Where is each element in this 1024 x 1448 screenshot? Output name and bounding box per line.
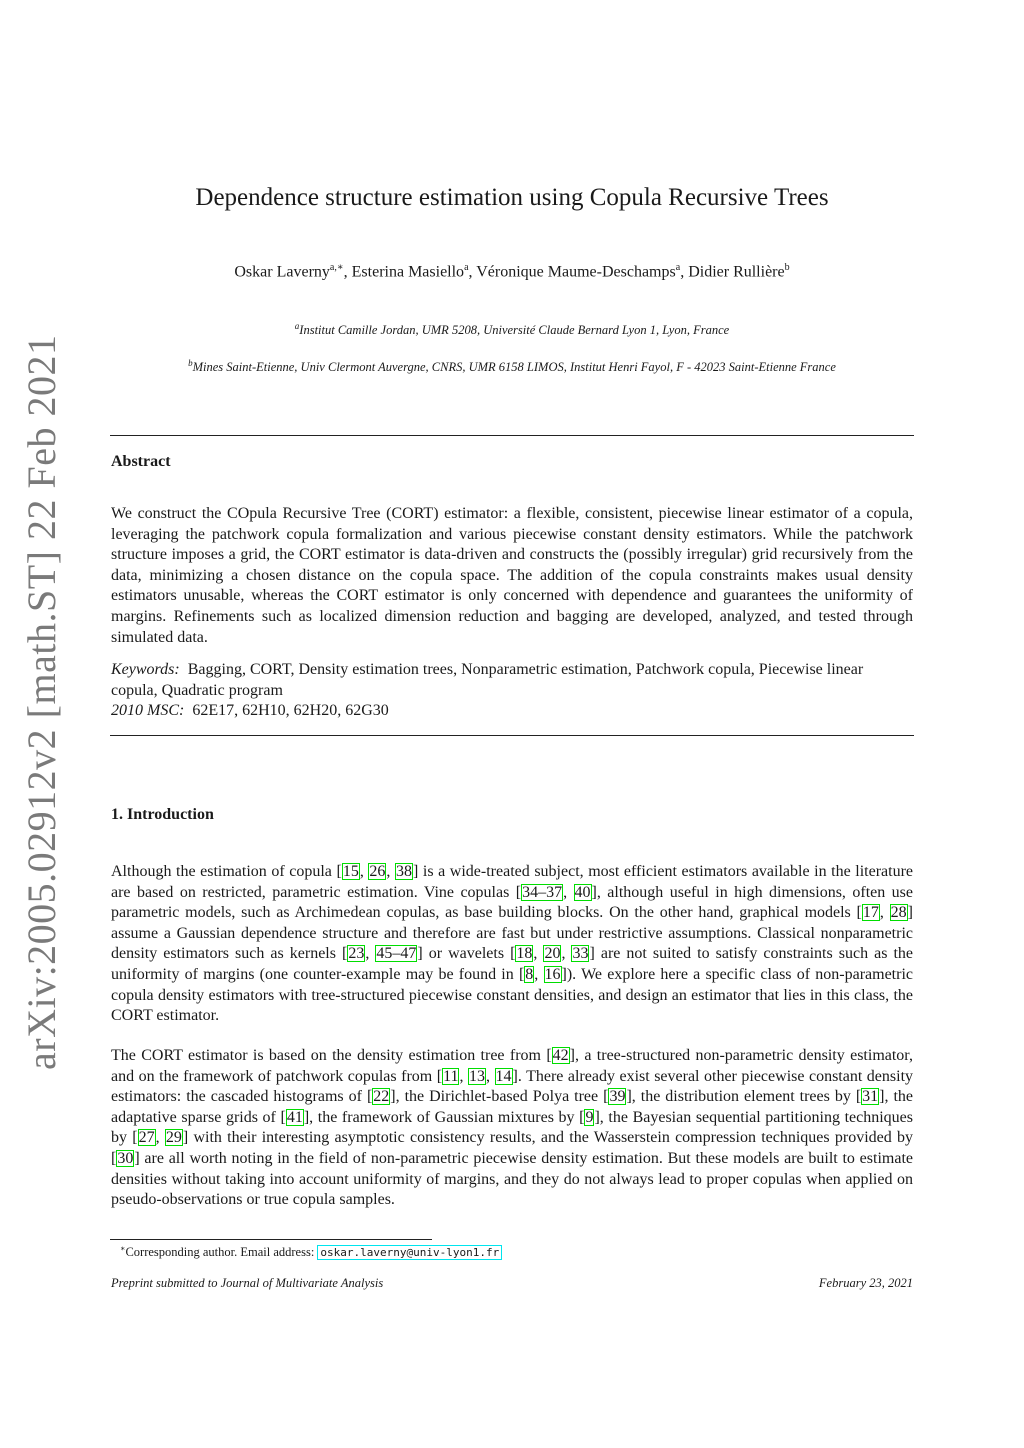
author-name: Oskar Laverny [234, 263, 330, 281]
section-heading-introduction: 1. Introduction [111, 806, 214, 823]
citation-link[interactable]: 38 [395, 863, 412, 880]
paragraph-text: ], the framework of Gaussian mixtures by [ [303, 1108, 585, 1126]
author-name: Esterina Masiello [351, 263, 465, 281]
citation-link[interactable]: 39 [609, 1088, 626, 1106]
paragraph-text: , [365, 945, 376, 963]
citation-link[interactable]: 18 [516, 945, 533, 963]
keywords-label: Keywords: [111, 661, 180, 678]
email-link[interactable]: oskar.laverny@univ-lyon1.fr [317, 1245, 502, 1260]
abstract-text: We construct the COpula Recursive Tree (CORT) estimator: a flexible, consistent, piecewise linear estimator of a copula, leveraging the patchwork copula formalization and various piecewise constant density estimators. While the patchwork structure imposes a grid, the CORT estimator is data-driven and constructs the (possibly irregular) grid recursively from the data, minimizing a chosen distance on the copula space. The addition of the copula constraints makes usual density estimators unusable, whereas the CORT estimator is only concerned with dependence and guarantees the uniformity of margins. Refinements such as localized dimension reduction and bagging are developed, analyzed, and tested through simulated data. [111, 505, 913, 646]
citation-link[interactable]: 40 [574, 883, 591, 901]
author-affiliation-mark: b [784, 262, 790, 273]
paragraph-text: ], the Dirichlet-based Polya tree [ [390, 1088, 609, 1106]
affiliation-b: $^b$Mines Saint-Etienne, Univ Clermont Auvergne, CNRS, UMR 6158 LIMOS, Institut Henri Fayol, F - 42023 Saint-Etienne France [188, 358, 836, 375]
footnote-text: Corresponding author. Email address: [125, 1245, 318, 1260]
paragraph-text: Although the estimation of copula [ [111, 863, 342, 880]
paragraph-text: ]. There already exist several other piecewise constant density estimators: the cascaded histograms of [ [111, 1067, 914, 1106]
author-list: Oskar Laverny$^{a,∗}$, Esterina Masiello$^a$, Véronique Maume-Deschamps$^a$, Didier Rullière$^b$ [234, 262, 790, 281]
abstract-bottom-rule [110, 735, 914, 736]
paragraph-text: , [486, 1067, 495, 1085]
abstract-top-rule [110, 435, 914, 436]
arxiv-identifier: arXiv:2005.02912v2 [math.ST] 22 Feb 2021 [19, 334, 64, 1070]
paragraph-text: ] with their interesting asymptotic consistency results, and the Wasserstein compression techniques provided by [ [111, 1129, 914, 1167]
paragraph-text: ], the distribution element trees by [ [626, 1088, 862, 1106]
citation-link[interactable]: 20 [544, 945, 561, 963]
citation-link[interactable]: 14 [495, 1067, 512, 1085]
footnote-rule [110, 1239, 432, 1240]
keywords-text: Bagging, CORT, Density estimation trees, Nonparametric estimation, Patchwork copula, Piecewise linear copula, Quadratic program [111, 661, 864, 699]
citation-link[interactable]: 29 [165, 1129, 182, 1147]
citation-link[interactable]: 8 [525, 965, 534, 983]
paper-title: Dependence structure estimation using Copula Recursive Trees [195, 184, 829, 211]
paragraph-text: , [155, 1129, 165, 1147]
citation-link[interactable]: 34–37 [522, 883, 563, 901]
citation-link[interactable]: 26 [369, 863, 386, 880]
paragraph-text: ], the adaptative sparse grids of [ [111, 1088, 914, 1126]
paragraph-text: ] is a wide-treated subject, most efficient estimators available in the literature are based on restricted, parametric estimation. Vine copulas [ [111, 863, 914, 901]
citation-link[interactable]: 11 [443, 1067, 459, 1085]
author-name: Véronique Maume-Deschamps [476, 263, 676, 281]
paragraph-text: ] assume a Gaussian dependence structure and therefore are fast but under restrictive assumptions. Classical nonparametric density estimators such as kernels [ [111, 904, 913, 963]
abstract-heading: Abstract [111, 453, 171, 470]
citation-link[interactable]: 23 [348, 945, 365, 963]
paragraph-text: ], although useful in high dimensions, often use parametric models, such as Archimedean copulas, as base building blocks. On the other hand, graphical models [ [111, 883, 913, 922]
paragraph-text: , [386, 863, 395, 880]
paragraph-text: ] or wavelets [ [417, 945, 516, 963]
paragraph-text: , [359, 863, 369, 880]
paragraph-text: , [533, 945, 544, 963]
keywords [111, 660, 913, 701]
citation-link[interactable]: 41 [286, 1108, 303, 1126]
author-affiliation-mark: a,∗ [329, 262, 344, 273]
citation-link[interactable]: 31 [862, 1088, 879, 1106]
affiliation-a: $^a$Institut Camille Jordan, UMR 5208, Université Claude Bernard Lyon 1, Lyon, France [294, 321, 730, 338]
preprint-note: Preprint submitted to Journal of Multivariate Analysis [111, 1276, 384, 1290]
author-affiliation-mark: a [464, 262, 469, 273]
citation-link[interactable]: 27 [138, 1129, 155, 1147]
intro-paragraph-2 [111, 1046, 913, 1211]
msc-label: 2010 MSC: [111, 702, 185, 719]
msc-text: 62E17, 62H10, 62H20, 62G30 [192, 702, 389, 719]
intro-paragraph-1 [111, 862, 913, 1027]
citation-link[interactable]: 15 [342, 863, 359, 880]
paragraph-text: , [563, 883, 574, 901]
citation-link[interactable]: 45–47 [376, 945, 417, 963]
paragraph-text: , [534, 965, 544, 983]
citation-link[interactable]: 9 [585, 1108, 594, 1126]
paragraph-text: ], the Bayesian sequential partitioning techniques by [ [111, 1108, 913, 1147]
msc-codes [111, 701, 913, 722]
citation-link[interactable]: 13 [469, 1067, 485, 1085]
paragraph-text: ] are all worth noting in the field of non-parametric piecewise density estimation. But these models are built to estimate densities without taking into account uniformity of margins, and they do not always lead to proper copulas when applied on pseudo-observations or true copula samples. [111, 1149, 913, 1209]
preprint-date: February 23, 2021 [818, 1276, 913, 1290]
paragraph-text: , [561, 945, 572, 963]
paragraph-text: ], a tree-structured non-parametric density estimator, and on the framework of patchwork copulas from [ [111, 1047, 913, 1085]
citation-link[interactable]: 42 [552, 1047, 569, 1064]
author-name: Didier Rullière [688, 263, 785, 281]
citation-link[interactable]: 33 [572, 945, 589, 963]
citation-link[interactable]: 16 [544, 965, 561, 983]
paragraph-text: The CORT estimator is based on the density estimation tree from [ [111, 1047, 552, 1064]
paragraph-text: , [879, 904, 890, 922]
citation-link[interactable]: 30 [117, 1149, 134, 1167]
paragraph-text: ]). We explore here a specific class of non-parametric copula density estimators with tree-structured piecewise constant densities, and design an estimator that lies in this class, the CORT estimator. [111, 965, 913, 1025]
author-affiliation-mark: a [675, 262, 681, 273]
paragraph-text: ] are not suited to satisfy constraints such as the uniformity of margins (one counter-example may be found in [ [111, 945, 914, 983]
footnote-mark: ∗ [120, 1244, 126, 1253]
citation-link[interactable]: 22 [373, 1088, 390, 1106]
citation-link[interactable]: 17 [862, 904, 879, 922]
citation-link[interactable]: 28 [890, 904, 907, 922]
footnote [120, 1244, 502, 1260]
paragraph-text: , [459, 1067, 468, 1085]
